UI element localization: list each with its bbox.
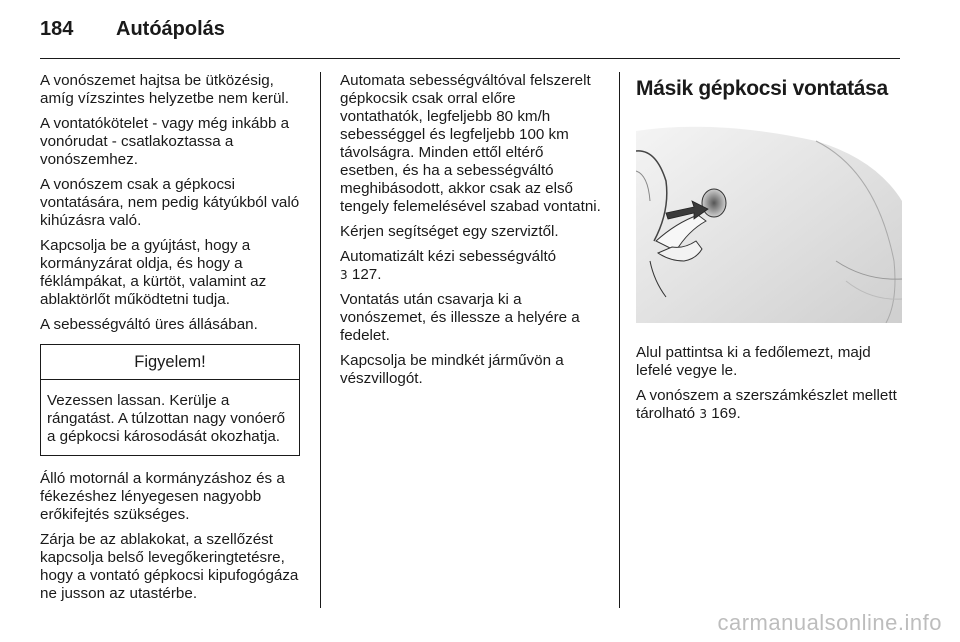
column-divider-1 (320, 72, 321, 608)
paragraph: A vonószem csak a gépkocsi vontatására, nem pedig kátyúkból való kihúzásra való. (40, 176, 300, 229)
page-reference: 169. (711, 405, 741, 422)
warning-box (40, 344, 300, 456)
page-reference-icon: 3 (340, 268, 348, 282)
chapter-title: Autóápolás (116, 18, 225, 40)
watermark: carmanualsonline.info (717, 610, 942, 635)
paragraph: Alul pattintsa ki a fedőlemezt, majd lefelé vegye le. (636, 344, 871, 379)
column-2 (340, 72, 602, 395)
header-rule (40, 58, 900, 59)
paragraph: Kapcsolja be a gyújtást, hogy a kormányzárat oldja, és hogy a féklámpákat, a kürtöt, valamint az ablaktörlőt működtetni tudja. (40, 237, 267, 308)
towing-cover-illustration (636, 111, 902, 323)
paragraph: Kapcsolja be mindkét járművön a vészvillogót. (340, 352, 564, 387)
column-1 (40, 72, 302, 610)
paragraph: Automata sebességváltóval felszerelt gépkocsik csak orral előre vontathatók, legfeljebb 80 km/h sebességgel és legfeljebb 100 km távolságra. Minden ettől eltérő esetben, és ha a sebességváltó meghibásodott, akkor csak az első tengely felemelésével szabad vontatni. (340, 72, 601, 215)
column-divider-2 (619, 72, 620, 608)
section-title: Másik gépkocsi vontatása (636, 77, 888, 100)
paragraph (636, 387, 906, 423)
page-number: 184 (40, 18, 74, 40)
paragraph: Zárja be az ablakokat, a szellőzést kapcsolja belső levegőkeringtetésre, hogy a vontató gépkocsi kipufogógáza ne jusson az utastérbe. (40, 531, 299, 602)
paragraph: Álló motornál a kormányzáshoz és a fékezéshez lényegesen nagyobb erőkifejtés szükséges. (40, 470, 285, 523)
warning-text: Vezessen lassan. Kerülje a rángatást. A túlzottan nagy vonóerő a gépkocsi károsodását okozhatja. (47, 392, 286, 445)
paragraph: A sebességváltó üres állásában. (40, 316, 258, 333)
paragraph-text: A vonószem a szerszámkészlet mellett tárolható (636, 387, 897, 422)
paragraph: A vontatókötelet - vagy még inkább a vonórudat - csatlakoztassa a vonószemhez. (40, 115, 290, 168)
paragraph: Kérjen segítséget egy szerviztől. (340, 223, 559, 240)
page-reference: 127. (351, 266, 382, 283)
column-3 (636, 72, 906, 430)
paragraph: A vonószemet hajtsa be ütközésig, amíg vízszintes helyzetbe nem kerül. (40, 72, 290, 107)
paragraph-text: Automatizált kézi sebességváltó (340, 248, 557, 265)
warning-body (41, 380, 299, 455)
paragraph (340, 248, 602, 284)
warning-title: Figyelem! (41, 345, 299, 380)
paragraph: Vontatás után csavarja ki a vonószemet, és illessze a helyére a fedelet. (340, 291, 580, 344)
page-reference-icon: 3 (699, 407, 707, 421)
